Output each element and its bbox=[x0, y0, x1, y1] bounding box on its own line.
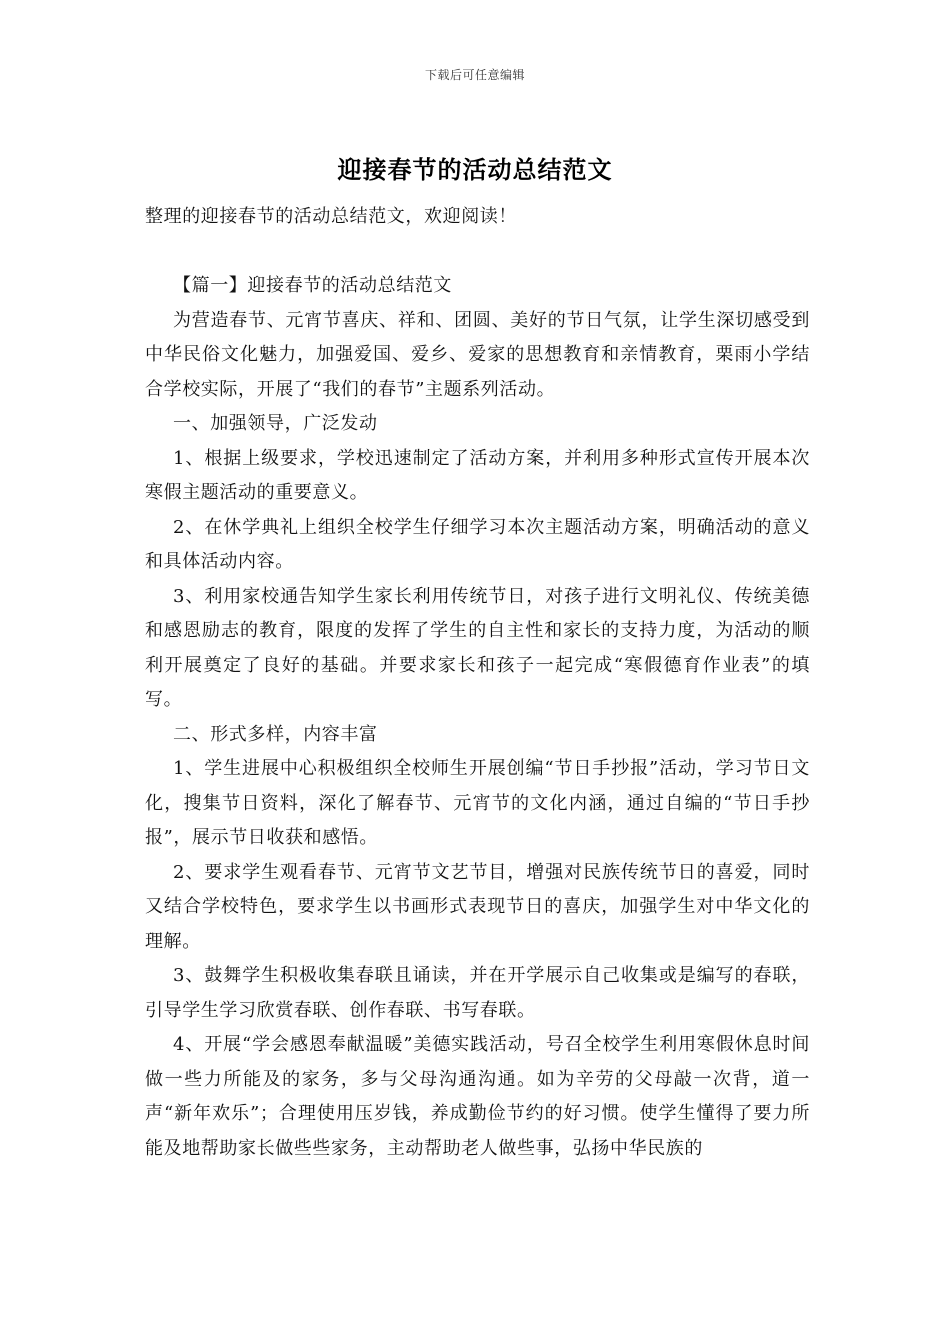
header-note: 下载后可任意编辑 bbox=[424, 68, 525, 82]
document-title: 迎接春节的活动总结范文 bbox=[337, 155, 613, 184]
section-heading: 二、形式多样，内容丰富 bbox=[173, 723, 378, 745]
section-heading-part-one: 【篇一】迎接春节的活动总结范文 bbox=[173, 275, 452, 296]
body-paragraph: 2、在休学典礼上组织全校学生仔细学习本次主题活动方案，明确活动的意义和具体活动内容。 bbox=[145, 516, 810, 572]
body-paragraph: 1、根据上级要求，学校迅速制定了活动方案，并利用多种形式宣传开展本次寒假主题活动的重要意义。 bbox=[145, 447, 810, 503]
body-paragraph: 3、利用家校通告知学生家长利用传统节日，对孩子进行文明礼仪、传统美德和感恩励志的教育，限度的发挥了学生的自主性和家长的支持力度，为活动的顺利开展奠定了良好的基础。并要求家长和孩子一起完成“寒假德育作业表”的填写。 bbox=[145, 585, 810, 710]
section-heading: 一、加强领导，广泛发动 bbox=[173, 413, 378, 434]
body-paragraph: 3、鼓舞学生积极收集春联且诵读，并在开学展示自己收集或是编写的春联，引导学生学习欣赏春联、创作春联、书写春联。 bbox=[145, 965, 810, 1021]
intro-paragraph: 整理的迎接春节的活动总结范文，欢迎阅读！ bbox=[145, 206, 517, 227]
document-body bbox=[145, 200, 810, 1166]
body-paragraph: 1、学生进展中心积极组织全校师生开展创编“节日手抄报”活动，学习节日文化，搜集节日资料，深化了解春节、元宵节的文化内涵，通过自编的“节日手抄报”，展示节日收获和感悟。 bbox=[145, 758, 810, 848]
body-paragraph: 2、要求学生观看春节、元宵节文艺节目，增强对民族传统节日的喜爱，同时又结合学校特色，要求学生以书画形式表现节日的喜庆，加强学生对中华文化的理解。 bbox=[145, 861, 810, 952]
body-paragraph: 4、开展“学会感恩奉献温暖”美德实践活动，号召全校学生利用寒假休息时间做一些力所能及的家务，多与父母沟通沟通。如为辛劳的父母敲一次背，道一声“新年欢乐”；合理使用压岁钱，养成勤俭节约的好习惯。使学生懂得了要力所能及地帮助家长做些些家务，主动帮助老人做些事，弘扬中华民族的 bbox=[145, 1034, 810, 1159]
body-paragraph: 为营造春节、元宵节喜庆、祥和、团圆、美好的节日气氛，让学生深切感受到中华民俗文化魅力，加强爱国、爱乡、爱家的思想教育和亲情教育，栗雨小学结合学校实际，开展了“我们的春节”主题系列活动。 bbox=[145, 309, 810, 400]
